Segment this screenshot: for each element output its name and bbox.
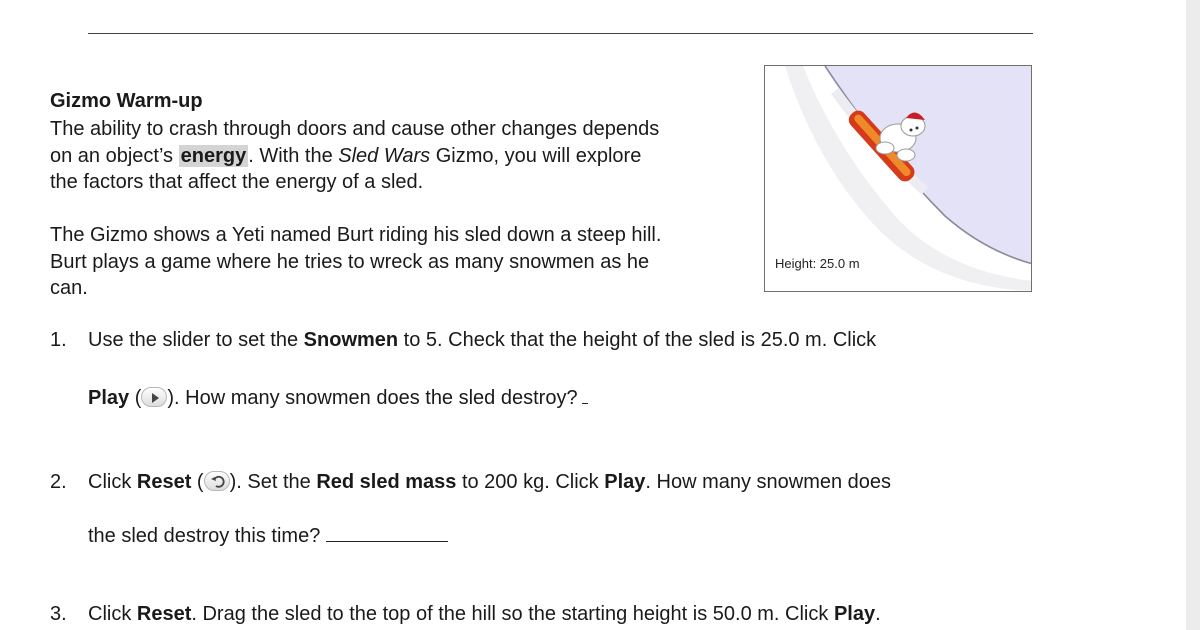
- control-name: Reset: [136, 471, 192, 493]
- question-text: [88, 387, 588, 410]
- section-heading: Gizmo Warm-up: [50, 90, 203, 112]
- question-text: [88, 525, 448, 548]
- gizmo-name: Sled Wars: [338, 144, 431, 167]
- question-text-part: . How many snowmen does: [645, 471, 892, 493]
- scrollbar-track[interactable]: [1186, 0, 1200, 630]
- gizmo-screenshot: [764, 65, 1032, 292]
- control-name: Play: [88, 387, 130, 409]
- question-number: 3.: [50, 603, 67, 625]
- intro-paragraph: [50, 116, 670, 196]
- question-text-part: Use the slider to set the: [88, 329, 304, 351]
- question-text-part: (: [129, 387, 142, 409]
- question-text-part: .: [875, 603, 881, 625]
- control-name: Reset: [136, 603, 192, 625]
- answer-blank[interactable]: [582, 387, 588, 404]
- question-number: 1.: [50, 329, 67, 351]
- play-icon: [141, 387, 167, 407]
- question-text-part: (: [191, 471, 204, 493]
- reset-icon: [204, 471, 230, 491]
- control-name: Snowmen: [303, 329, 399, 351]
- question-text: [88, 471, 891, 494]
- question-text: [88, 329, 876, 352]
- question-text-part: the sled destroy this time?: [88, 525, 321, 547]
- question-text-part: to 5. Check that the height of the sled is 25.0 m. Click: [398, 329, 877, 351]
- intro-text: . With the: [248, 144, 339, 167]
- vocab-highlight[interactable]: energy: [180, 144, 247, 167]
- question-text-part: . Drag the sled to the top of the hill so the starting height is 50.0 m. Click: [191, 603, 834, 625]
- question-text-part: Click: [88, 603, 137, 625]
- question-text: [88, 603, 881, 626]
- question-text-part: ). Set the: [229, 471, 317, 493]
- intro-text: Gizmo, you will explore the factors that affect the energy of a sled.: [50, 144, 642, 193]
- header-rule: [88, 33, 1033, 34]
- control-name: Play: [604, 471, 646, 493]
- intro-text: The ability to crash through doors and cause other changes depends on an object’s: [50, 118, 660, 167]
- question-text-part: to 200 kg. Click: [456, 471, 605, 493]
- question-text-part: Click: [88, 471, 137, 493]
- height-readout: Height: 25.0 m: [775, 256, 860, 271]
- question-text-part: ). How many snowmen does the sled destroy?: [167, 387, 578, 409]
- yeti-paragraph: The Gizmo shows a Yeti named Burt riding his sled down a steep hill. Burt plays a game where he tries to wreck as many snowmen as he can.: [50, 224, 662, 299]
- answer-blank[interactable]: [326, 525, 448, 542]
- control-name: Red sled mass: [316, 471, 457, 493]
- question-number: 2.: [50, 471, 67, 493]
- control-name: Play: [833, 603, 876, 625]
